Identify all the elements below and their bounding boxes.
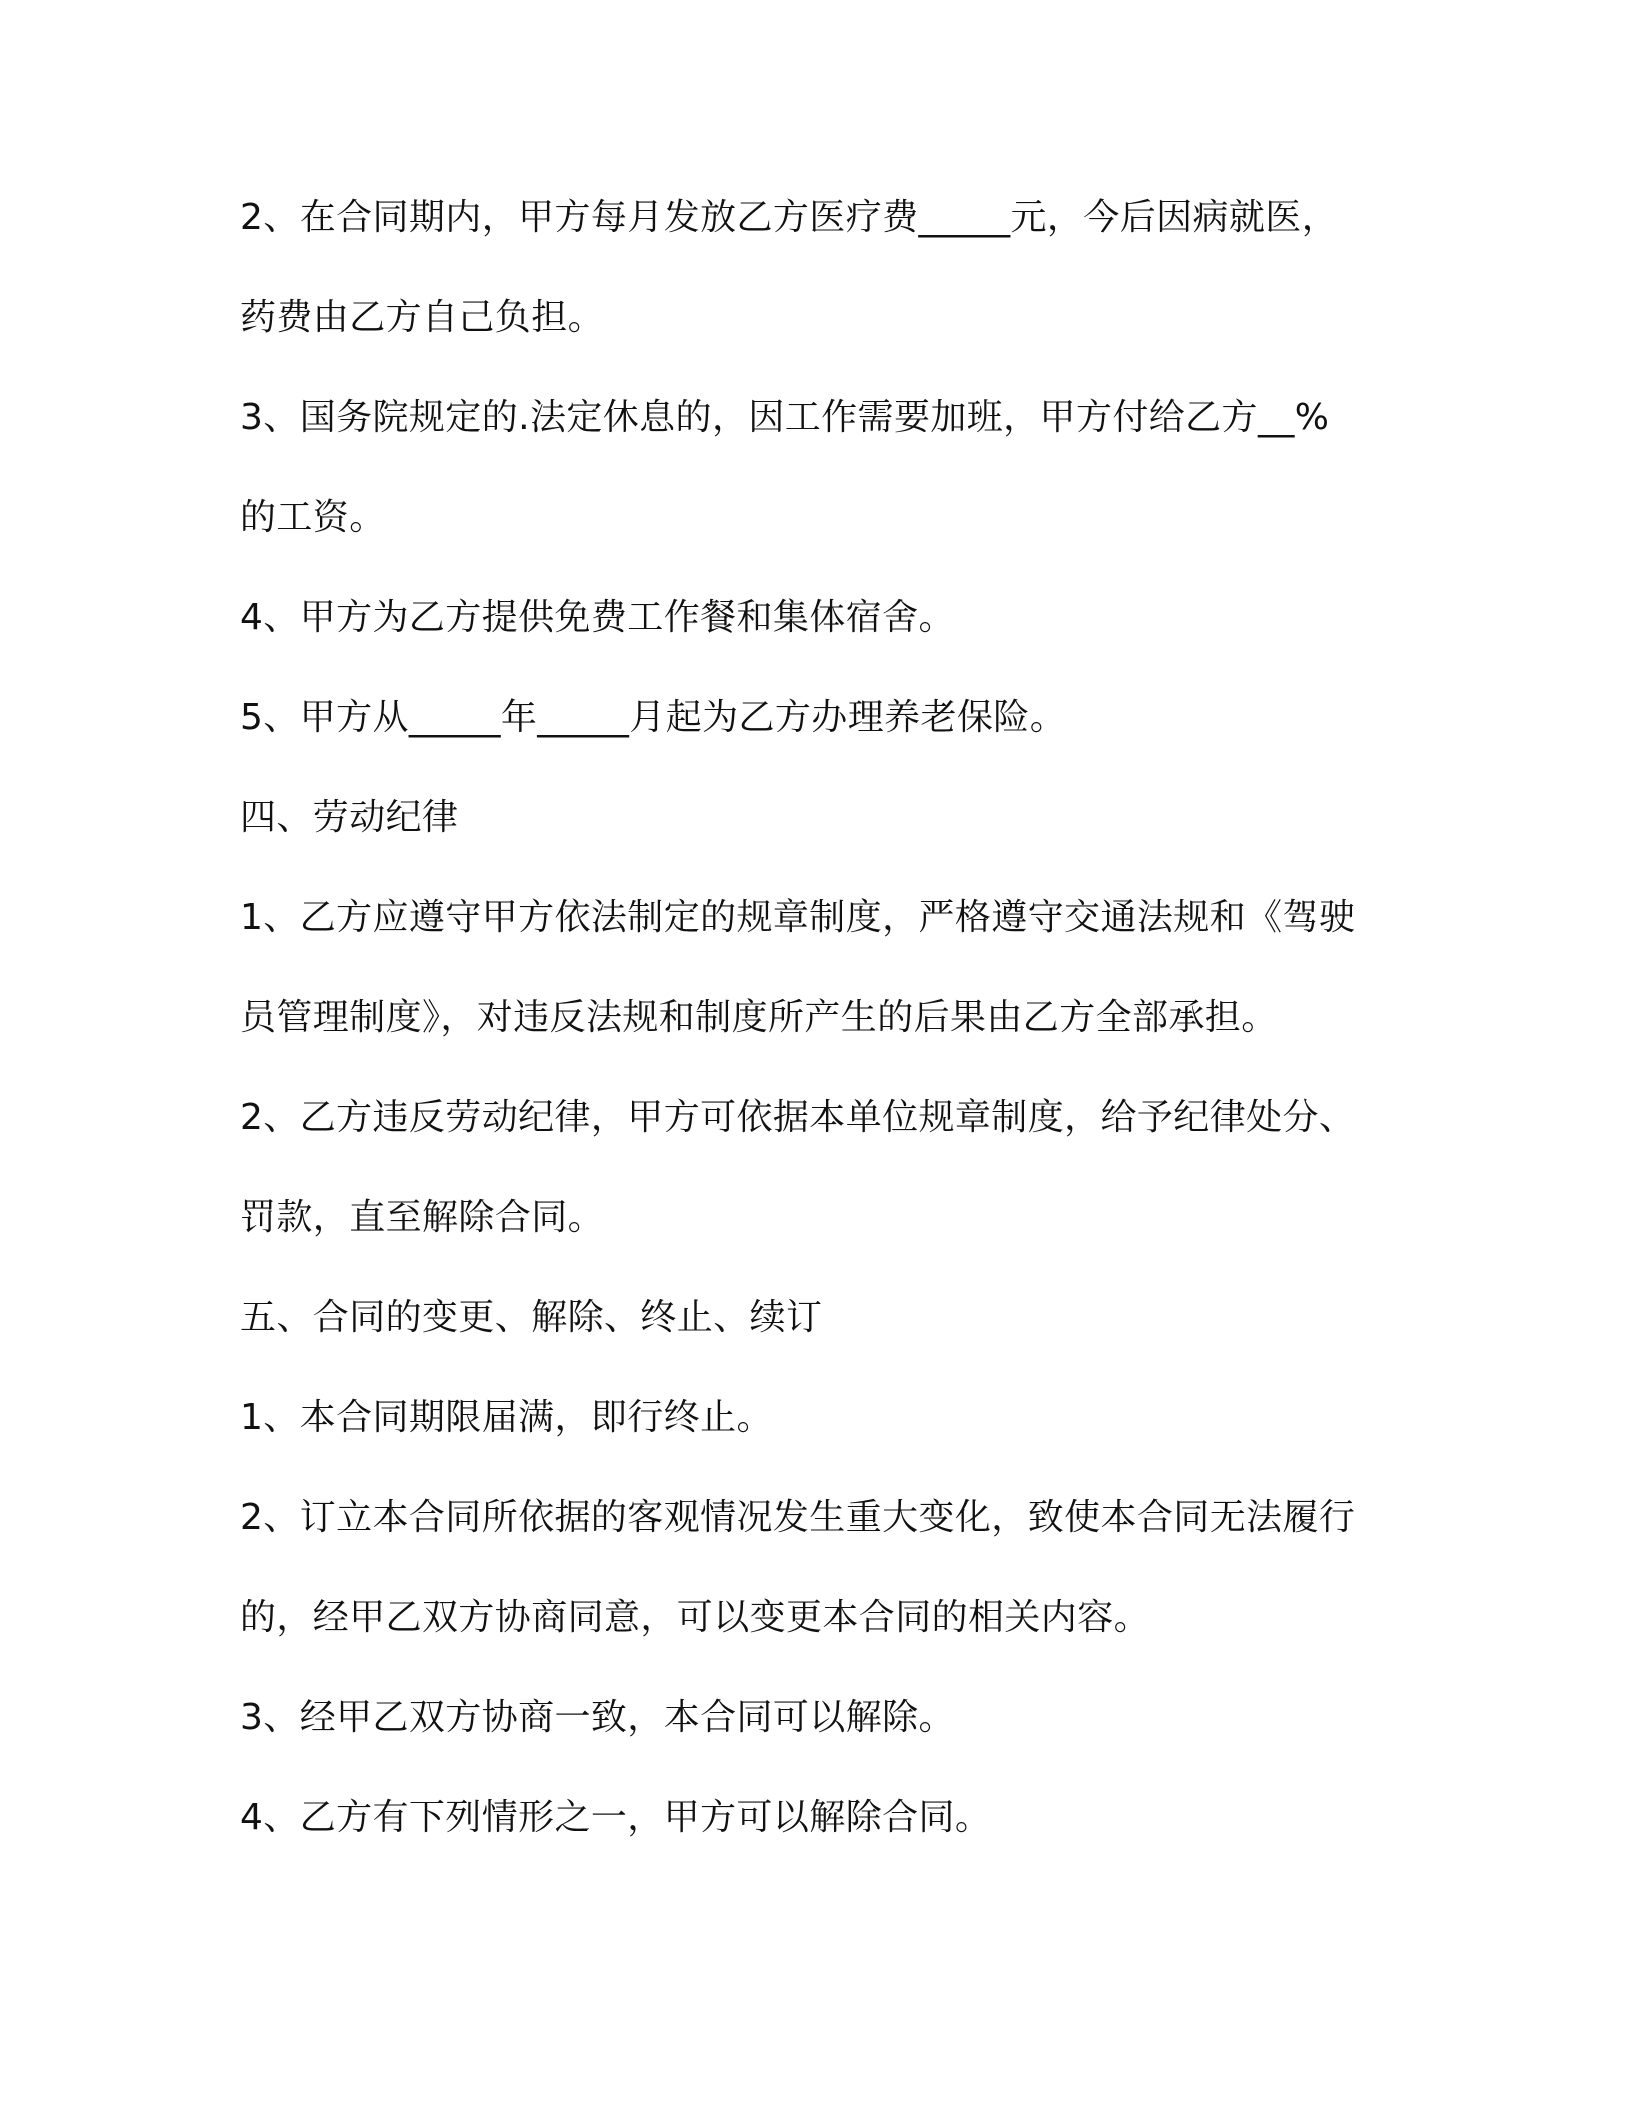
text-line: 药费由乙方自己负担。 — [240, 297, 605, 338]
text-line: 1、本合同期限届满，即行终止。 — [240, 1397, 773, 1438]
text-line: 2、在合同期内，甲方每月发放乙方医疗费_____元，今后因病就医， — [240, 197, 1339, 238]
section-heading: 五、合同的变更、解除、终止、续订 — [240, 1297, 823, 1338]
text-line: 1、乙方应遵守甲方依法制定的规章制度，严格遵守交通法规和《驾驶 — [240, 897, 1356, 938]
text-line: 3、经甲乙双方协商一致，本合同可以解除。 — [240, 1697, 955, 1738]
text-line: 2、订立本合同所依据的客观情况发生重大变化，致使本合同无法履行 — [240, 1497, 1356, 1538]
text-line: 罚款，直至解除合同。 — [240, 1197, 605, 1238]
text-line: 4、乙方有下列情形之一，甲方可以解除合同。 — [240, 1797, 992, 1838]
text-line: 5、甲方从_____年_____月起为乙方办理养老保险。 — [240, 697, 1067, 738]
text-line: 员管理制度》，对违反法规和制度所产生的后果由乙方全部承担。 — [240, 997, 1278, 1038]
text-line: 的工资。 — [240, 497, 386, 538]
text-line: 的，经甲乙双方协商同意，可以变更本合同的相关内容。 — [240, 1597, 1151, 1638]
text-line: 4、甲方为乙方提供免费工作餐和集体宿舍。 — [240, 597, 955, 638]
text-line: 2、乙方违反劳动纪律，甲方可依据本单位规章制度，给予纪律处分、 — [240, 1097, 1356, 1138]
section-heading: 四、劳动纪律 — [240, 797, 459, 838]
text-line: 3、国务院规定的.法定休息的，因工作需要加班，甲方付给乙方__% — [240, 397, 1330, 438]
